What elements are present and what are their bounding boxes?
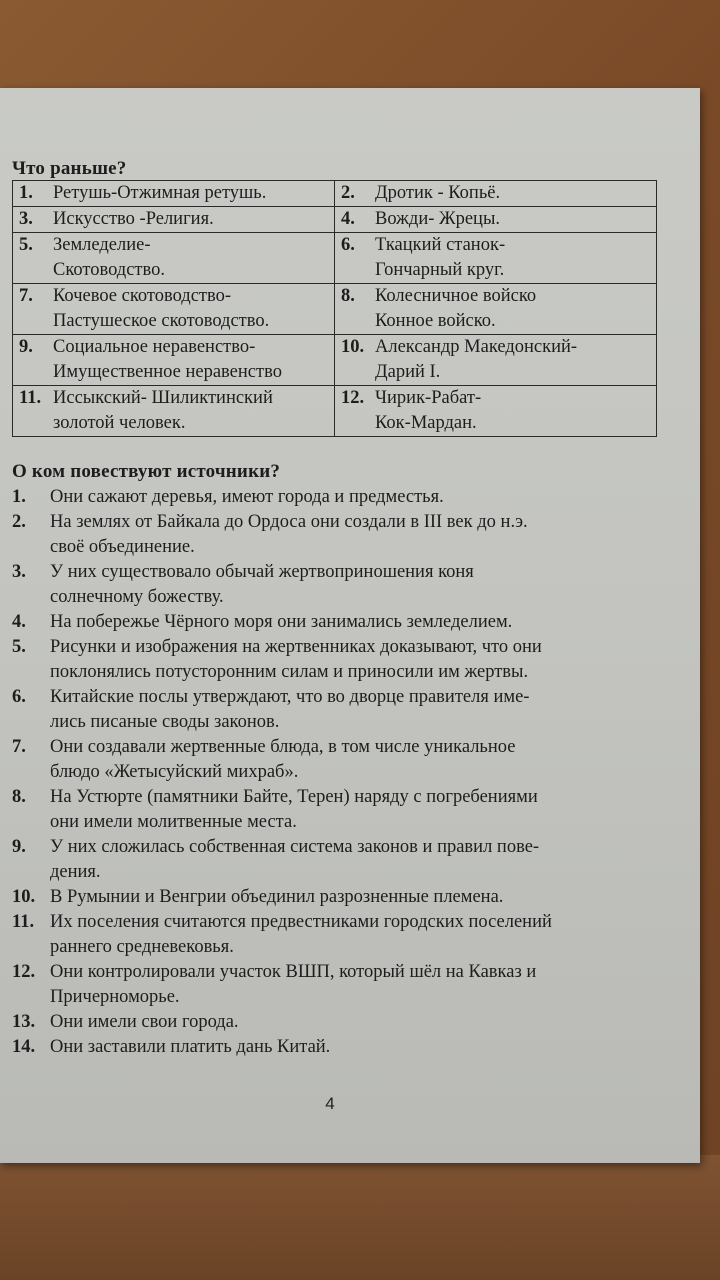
table-row [13,207,657,233]
item-text: Они контролировали участок ВШП, который шёл на Кавказ и Причерноморье. [50,962,537,1007]
list-item [12,485,660,510]
item-number: 1. [12,487,26,507]
list-item [12,960,660,1010]
table-row [13,233,657,284]
table-cell [13,284,335,335]
item-text: Вожди- Жрецы. [375,209,501,229]
item-number: 13. [12,1012,36,1032]
item-text: Их поселения считаются предвестниками городских поселений раннего средневековья. [50,912,552,957]
table-cell [13,386,335,437]
list-item [12,610,660,635]
item-number: 5. [19,235,33,255]
item-text: На Устюрте (памятники Байте, Терен) наряду с погребениями они имели молитвенные места. [50,787,538,832]
list-item [12,510,660,560]
list-item [12,910,660,960]
item-number: 9. [19,337,33,357]
item-text: У них существовало обычай жертвоприношения коня солнечному божеству. [50,562,474,607]
item-number: 8. [341,286,355,306]
item-number: 2. [12,512,26,532]
item-number: 7. [12,737,26,757]
section-title-sources: О ком повествуют источники? [12,461,281,482]
list-item [12,885,660,910]
item-number: 11. [12,912,35,932]
item-text: Ткацкий станок- Гончарный круг. [375,235,506,280]
item-text: На побережье Чёрного моря они занимались земледелием. [50,612,513,632]
item-text: Чирик-Рабат- Кок-Мардан. [375,388,482,433]
item-text: Они создавали жертвенные блюда, в том числе уникальное блюдо «Жетысуйский михраб». [50,737,516,782]
item-text: Иссыкский- Шиликтинский золотой человек. [53,388,273,433]
table-cell [13,335,335,386]
paper-sheet [0,88,700,1163]
item-text: У них сложилась собственная система законов и правил пове- дения. [50,837,540,882]
item-text: Александр Македонский- Дарий I. [375,337,578,382]
page-number: 4 [325,1094,335,1113]
item-text: Кочевое скотоводство- Пастушеское скотоводство. [53,286,270,331]
list-item [12,735,660,785]
comparison-table [12,180,657,437]
page-content [12,158,660,1060]
item-number: 8. [12,787,26,807]
item-text: Ретушь-Отжимная ретушь. [53,183,267,203]
table-row [13,181,657,207]
item-number: 3. [19,209,33,229]
table-cell [13,181,335,207]
item-text: Земледелие- Скотоводство. [53,235,166,280]
item-number: 10. [12,887,36,907]
table-cell [335,207,657,233]
item-text: Они имели свои города. [50,1012,239,1032]
table-row [13,284,657,335]
item-text: Искусство -Религия. [53,209,214,229]
item-text: Дротик - Копьё. [375,183,501,203]
item-number: 11. [19,388,42,408]
item-text: На землях от Байкала до Ордоса они создали в III век до н.э. своё объединение. [50,512,528,557]
list-item [12,785,660,835]
item-number: 6. [341,235,355,255]
item-text: Колесничное войско Конное войско. [375,286,537,331]
item-number: 9. [12,837,26,857]
item-text: Они сажают деревья, имеют города и предместья. [50,487,444,507]
item-number: 2. [341,183,355,203]
list-item [12,1035,660,1060]
item-number: 12. [12,962,36,982]
item-number: 4. [341,209,355,229]
list-item [12,560,660,610]
item-text: Они заставили платить дань Китай. [50,1037,331,1057]
section-title-what-earlier: Что раньше? [12,158,127,179]
wooden-table-background [0,1155,720,1280]
table-cell [13,207,335,233]
item-number: 4. [12,612,26,632]
list-item [12,685,660,735]
item-text: Рисунки и изображения на жертвенниках доказывают, что они поклонялись потусторонним силам и приносили им жертвы. [50,637,542,682]
table-cell [335,335,657,386]
item-number: 5. [12,637,26,657]
item-number: 10. [341,337,365,357]
table-row [13,335,657,386]
item-text: Китайские послы утверждают, что во дворце правителя име- лись писаные своды законов. [50,687,530,732]
item-number: 1. [19,183,33,203]
item-text: Социальное неравенство- Имущественное неравенство [53,337,282,382]
table-cell [13,233,335,284]
item-number: 14. [12,1037,36,1057]
table-cell [335,181,657,207]
item-number: 3. [12,562,26,582]
sources-list [12,485,660,1060]
list-item [12,635,660,685]
list-item [12,1010,660,1035]
table-row [13,386,657,437]
list-item [12,835,660,885]
item-number: 12. [341,388,365,408]
item-text: В Румынии и Венгрии объединил разрозненные племена. [50,887,504,907]
table-cell [335,233,657,284]
table-cell [335,386,657,437]
table-cell [335,284,657,335]
item-number: 6. [12,687,26,707]
item-number: 7. [19,286,33,306]
